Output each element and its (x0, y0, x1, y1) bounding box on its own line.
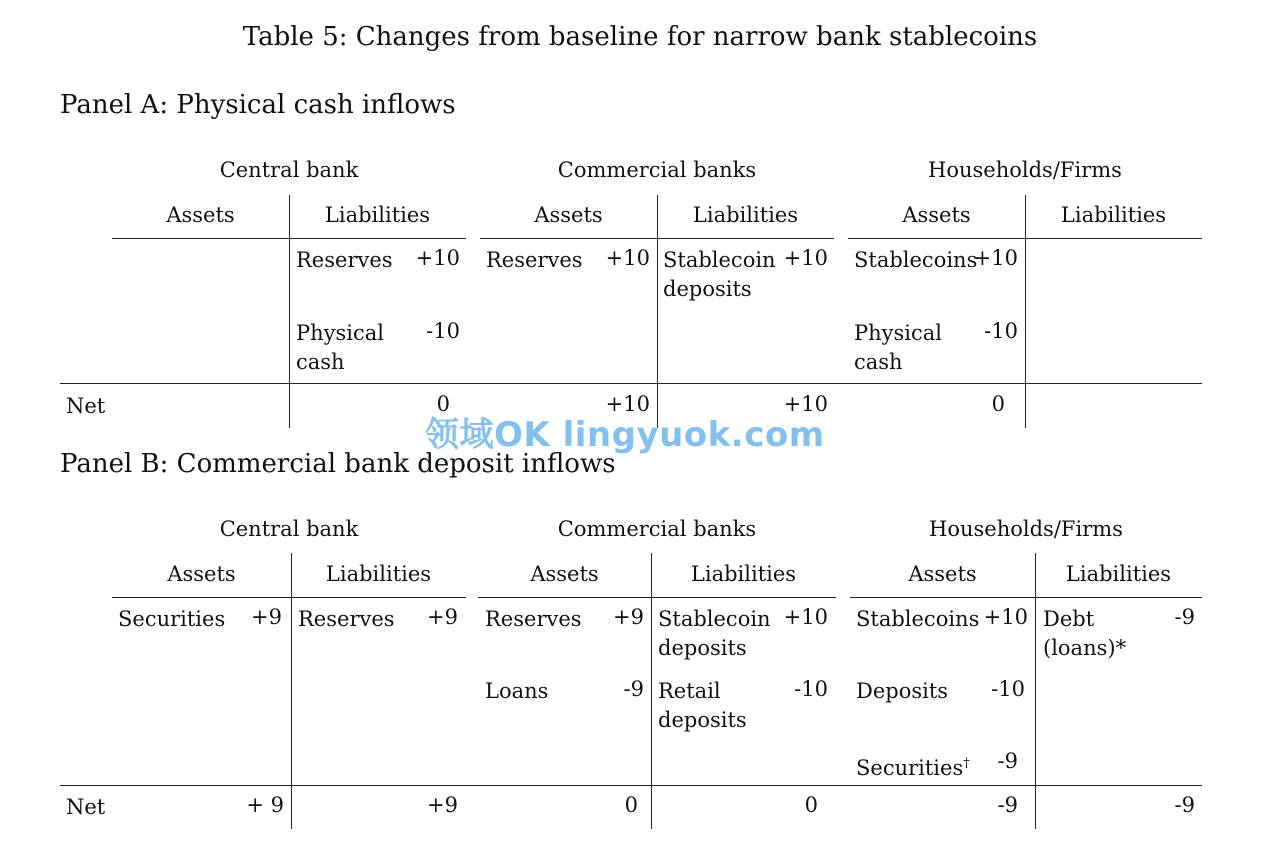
panel-b-comm-liab-value: -10 (794, 677, 828, 701)
panel-b-net-hh-liab: -9 (1174, 793, 1195, 817)
panel-a-divider-cb (289, 195, 290, 428)
panel-a-comm-liab-value: +10 (783, 246, 828, 270)
panel-b-group-central-bank: Central bank (219, 517, 359, 541)
panel-a-cb-liab-value: +10 (415, 246, 460, 270)
panel-b-comm-liabilities-header: Liabilities (690, 562, 797, 586)
panel-b-net-hh-assets: -9 (997, 793, 1018, 817)
table-title: Table 5: Changes from baseline for narrow bank stablecoins (242, 22, 1038, 52)
panel-a-hh-assets-header: Assets (902, 203, 971, 227)
panel-a-net-cb: 0 (436, 392, 450, 416)
panel-b-hh-asset-value: -10 (991, 677, 1025, 701)
panel-b-divider-hh (1035, 553, 1036, 829)
panel-a-hh-asset-value: -10 (984, 319, 1018, 343)
panel-a-divider-hh (1025, 195, 1026, 428)
panel-b-cb-liab-label: Reserves (298, 607, 395, 631)
panel-a-net-rule (60, 383, 1202, 384)
panel-b-net-cb-assets: + 9 (246, 793, 284, 817)
panel-b-comm-assets-header: Assets (530, 562, 599, 586)
panel-a-group-households: Households/Firms (928, 158, 1122, 182)
panel-a-hh-asset-value: +10 (973, 246, 1018, 270)
panel-a-comm-asset-label: Reserves (486, 248, 583, 272)
panel-b-comm-liab-value: +10 (783, 605, 828, 629)
panel-b-hh-assets-header: Assets (908, 562, 977, 586)
panel-b-net-cb-liab: +9 (427, 793, 458, 817)
panel-b-hh-asset-label: Deposits (856, 679, 949, 703)
panel-b-cb-asset-value: +9 (251, 605, 282, 629)
panel-a-net-comm-assets: +10 (605, 392, 650, 416)
panel-b-title: Panel B: Commercial bank deposit inflows (60, 449, 616, 479)
panel-a-group-commercial-banks: Commercial banks (557, 158, 757, 182)
panel-a-hh-asset-label: Stablecoins (854, 248, 978, 272)
panel-a-hh-liabilities-header: Liabilities (1060, 203, 1167, 227)
panel-b-group-households: Households/Firms (929, 517, 1123, 541)
panel-b-hh-asset-label: Stablecoins (856, 607, 980, 631)
panel-a-net-hh: 0 (991, 392, 1005, 416)
panel-b-divider-cb (291, 553, 292, 829)
panel-a-cb-liabilities-header: Liabilities (324, 203, 431, 227)
panel-a-net-comm-liab: +10 (783, 392, 828, 416)
panel-a-comm-liab-label: Stablecoin deposits (663, 248, 776, 301)
panel-b-cb-asset-label: Securities (118, 607, 226, 631)
panel-b-hh-liabilities-header: Liabilities (1065, 562, 1172, 586)
panel-a-title: Panel A: Physical cash inflows (60, 90, 456, 120)
panel-b-comm-asset-value: -9 (623, 677, 644, 701)
panel-a-comm-liabilities-header: Liabilities (692, 203, 799, 227)
panel-a-net-label: Net (66, 394, 106, 418)
panel-b-net-comm-assets: 0 (624, 793, 638, 817)
panel-b-header-rule-cb (112, 597, 466, 598)
panel-a-cb-liab-value: -10 (426, 319, 460, 343)
panel-b-hh-liab-value: -9 (1174, 605, 1195, 629)
panel-b-hh-asset-value: -9 (997, 749, 1018, 773)
panel-a-group-central-bank: Central bank (219, 158, 359, 182)
panel-b-group-commercial-banks: Commercial banks (557, 517, 757, 541)
panel-b-divider-comm (651, 553, 652, 829)
panel-b-comm-asset-label: Loans (485, 679, 549, 703)
panel-b-hh-liab-label: Debt (loans)* (1043, 607, 1127, 660)
panel-b-comm-asset-value: +9 (613, 605, 644, 629)
panel-b-comm-liab-label: Stablecoin deposits (658, 607, 771, 660)
watermark-text: 领域OK lingyuok.com (425, 415, 825, 455)
panel-b-net-comm-liab: 0 (804, 793, 818, 817)
panel-a-cb-liab-label: Reserves (296, 248, 393, 272)
panel-b-cb-liabilities-header: Liabilities (325, 562, 432, 586)
panel-b-hh-asset-value: +10 (983, 605, 1028, 629)
panel-a-cb-assets-header: Assets (166, 203, 235, 227)
panel-a-comm-assets-header: Assets (534, 203, 603, 227)
panel-a-divider-comm (657, 195, 658, 428)
dagger-superscript: † (963, 756, 970, 771)
panel-a-comm-asset-value: +10 (605, 246, 650, 270)
panel-b-cb-liab-value: +9 (427, 605, 458, 629)
panel-a-cb-liab-label: Physical cash (296, 321, 385, 374)
panel-b-header-rule-comm (478, 597, 836, 598)
panel-a-hh-asset-label: Physical cash (854, 321, 943, 374)
panel-b-hh-asset-label-text: Securities (856, 756, 964, 780)
panel-b-comm-asset-label: Reserves (485, 607, 582, 631)
panel-b-header-rule-hh (850, 597, 1202, 598)
panel-b-net-rule (60, 785, 1202, 786)
panel-b-net-label: Net (66, 795, 106, 819)
panel-b-cb-assets-header: Assets (167, 562, 236, 586)
panel-b-comm-liab-label: Retail deposits (658, 679, 747, 732)
